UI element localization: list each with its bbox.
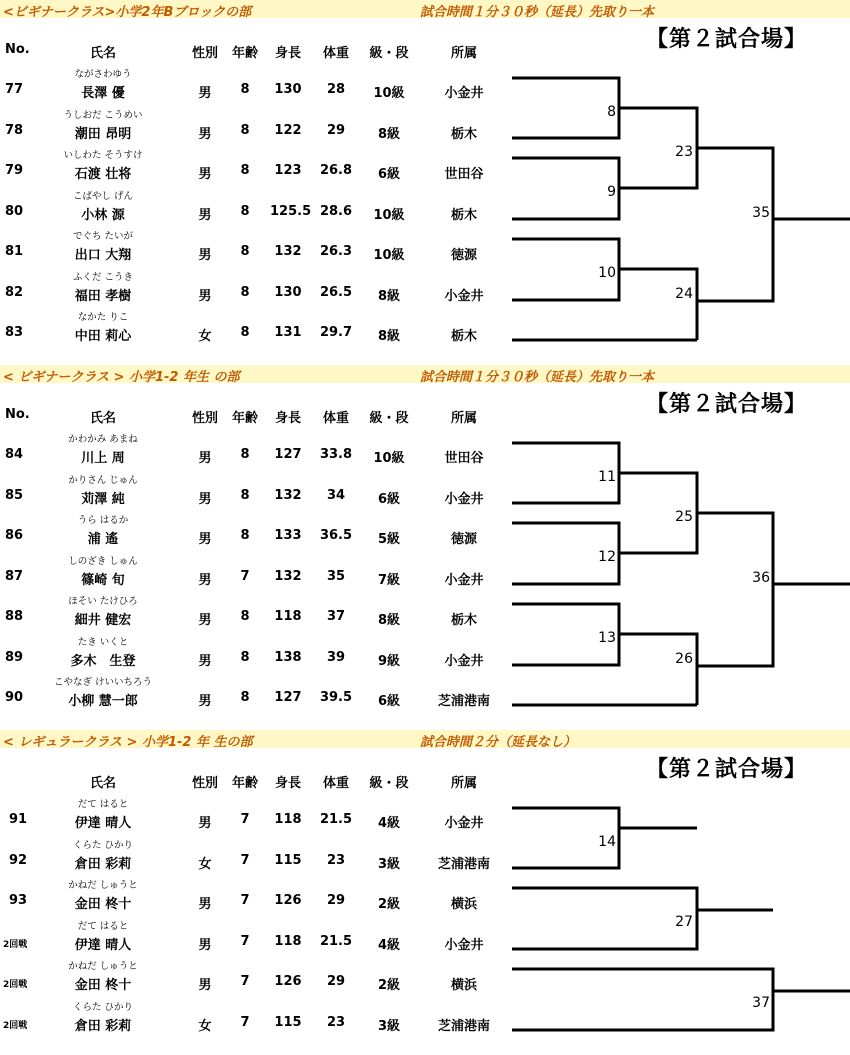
player-sex: 男 (198, 613, 212, 628)
player-weight: 39 (326, 650, 346, 665)
player-age: 8 (240, 447, 250, 462)
player-name: 長澤 優 (81, 86, 125, 101)
player-number: 84 (5, 447, 24, 462)
player-weight: 34 (326, 488, 346, 503)
player-weight: 26.3 (319, 244, 353, 259)
player-rank: 10級 (373, 451, 405, 466)
player-rank: 8級 (377, 613, 401, 628)
player-number: 2回戦 (3, 980, 28, 990)
player-name: 潮田 昂明 (74, 127, 132, 142)
player-height: 118 (274, 934, 302, 949)
player-age: 8 (240, 285, 250, 300)
player-height: 126 (274, 974, 302, 989)
bracket-section-3 (0, 730, 850, 1034)
player-sex: 男 (198, 978, 212, 993)
player-height: 115 (274, 1015, 302, 1030)
player-rank: 2級 (377, 978, 401, 993)
player-rank: 6級 (377, 492, 401, 507)
player-height: 118 (274, 812, 302, 827)
player-number: 92 (9, 853, 28, 868)
player-height: 127 (274, 447, 302, 462)
bracket-section-2 (0, 365, 850, 730)
player-club: 徳源 (450, 248, 477, 263)
player-number: 93 (9, 893, 28, 908)
player-sex: 男 (198, 86, 212, 101)
player-number: 81 (5, 244, 24, 259)
player-club: 横浜 (450, 978, 477, 993)
player-name: 篠崎 旬 (81, 573, 125, 588)
player-rank: 5級 (377, 532, 401, 547)
player-age: 7 (240, 934, 250, 949)
match-number: 23 (675, 144, 693, 160)
player-name: 福田 孝樹 (74, 289, 132, 304)
player-name: 小林 源 (81, 208, 125, 223)
match-number: 27 (675, 914, 693, 930)
player-sex: 男 (198, 694, 212, 709)
player-sex: 女 (198, 1019, 212, 1034)
match-number: 35 (752, 205, 770, 221)
player-weight: 37 (326, 609, 346, 624)
player-height: 130 (274, 285, 302, 300)
player-weight: 33.8 (319, 447, 353, 462)
player-club: 横浜 (450, 897, 477, 912)
player-furigana: かねだ しゅうと (68, 961, 138, 972)
player-sex: 男 (198, 938, 212, 953)
player-weight: 29.7 (319, 325, 353, 340)
match-time-rule: 試合時間１分３０秒（延長）先取り一本 (420, 370, 655, 385)
header-no: No. (5, 42, 30, 57)
player-name: 倉田 彩莉 (74, 1019, 132, 1034)
player-rank: 7級 (377, 573, 401, 588)
player-sex: 男 (198, 248, 212, 263)
player-furigana: たき いくと (77, 637, 129, 648)
player-club: 栃木 (450, 208, 477, 223)
player-name: 金田 柊十 (74, 978, 132, 993)
header-age: 年齢 (231, 411, 258, 426)
player-weight: 29 (326, 123, 346, 138)
player-name: 苅澤 純 (81, 492, 125, 507)
player-height: 132 (274, 488, 302, 503)
header-no: No. (5, 407, 30, 422)
header-sex: 性別 (191, 411, 218, 426)
header-rank: 級・段 (369, 411, 409, 426)
header-name: 氏名 (89, 411, 116, 426)
player-furigana: くらた ひかり (72, 1002, 134, 1013)
player-sex: 男 (198, 127, 212, 142)
player-age: 7 (240, 569, 250, 584)
player-weight: 23 (326, 1015, 346, 1030)
player-name: 金田 柊十 (74, 897, 132, 912)
player-club: 小金井 (444, 573, 484, 588)
player-club: 小金井 (444, 654, 484, 669)
player-sex: 男 (198, 289, 212, 304)
player-furigana: なかた りこ (77, 312, 129, 323)
player-club: 世田谷 (444, 451, 484, 466)
player-number: 79 (5, 163, 24, 178)
header-age: 年齢 (231, 46, 258, 61)
player-number: 83 (5, 325, 24, 340)
player-rank: 10級 (373, 86, 405, 101)
player-sex: 女 (198, 329, 212, 344)
player-furigana: しのざき しゅん (68, 556, 138, 567)
bracket-section-1 (0, 0, 850, 360)
player-club: 芝浦港南 (437, 694, 490, 709)
player-furigana: ほそい たけひろ (68, 596, 138, 607)
player-weight: 26.5 (319, 285, 353, 300)
player-age: 7 (240, 812, 250, 827)
player-height: 132 (274, 244, 302, 259)
player-number: 91 (9, 812, 28, 827)
player-rank: 4級 (377, 938, 401, 953)
player-weight: 28.6 (319, 204, 353, 219)
match-number: 24 (675, 286, 693, 302)
player-name: 伊達 晴人 (74, 938, 132, 953)
player-furigana: かりさん じゅん (68, 475, 138, 486)
player-number: 80 (5, 204, 24, 219)
player-furigana: いしわた そうすけ (63, 150, 143, 161)
player-name: 中田 莉心 (74, 329, 132, 344)
player-number: 77 (5, 82, 24, 97)
player-furigana: でぐち たいが (72, 231, 134, 242)
match-number: 37 (752, 995, 770, 1011)
player-age: 7 (240, 1015, 250, 1030)
header-weight: 体重 (322, 411, 349, 426)
venue-label: 【第２試合場】 (646, 757, 808, 782)
player-age: 8 (240, 690, 250, 705)
header-club: 所属 (450, 776, 477, 791)
player-number: 78 (5, 123, 24, 138)
player-age: 7 (240, 853, 250, 868)
tournament-bracket (0, 365, 850, 730)
player-club: 小金井 (444, 289, 484, 304)
player-club: 栃木 (450, 329, 477, 344)
player-height: 133 (274, 528, 302, 543)
player-rank: 9級 (377, 654, 401, 669)
player-weight: 23 (326, 853, 346, 868)
player-rank: 8級 (377, 289, 401, 304)
player-height: 131 (274, 325, 302, 340)
player-age: 8 (240, 650, 250, 665)
player-age: 7 (240, 974, 250, 989)
player-weight: 28 (326, 82, 346, 97)
player-sex: 男 (198, 654, 212, 669)
player-weight: 36.5 (319, 528, 353, 543)
player-age: 8 (240, 82, 250, 97)
player-weight: 26.8 (319, 163, 353, 178)
player-number: 86 (5, 528, 24, 543)
player-furigana: こやなぎ けいいちろう (53, 677, 153, 688)
player-height: 115 (274, 853, 302, 868)
player-rank: 10級 (373, 208, 405, 223)
player-height: 132 (274, 569, 302, 584)
header-age: 年齢 (231, 776, 258, 791)
player-furigana: こばやし げん (72, 191, 134, 202)
header-sex: 性別 (191, 776, 218, 791)
player-sex: 男 (198, 492, 212, 507)
match-number: 26 (675, 651, 693, 667)
player-height: 118 (274, 609, 302, 624)
header-height: 身長 (274, 46, 301, 61)
player-age: 8 (240, 528, 250, 543)
player-name: 浦 遙 (87, 532, 119, 547)
header-height: 身長 (274, 411, 301, 426)
player-rank: 6級 (377, 167, 401, 182)
player-weight: 21.5 (319, 812, 353, 827)
player-number: 90 (5, 690, 24, 705)
player-club: 小金井 (444, 86, 484, 101)
player-age: 8 (240, 488, 250, 503)
player-club: 芝浦港南 (437, 1019, 490, 1034)
section-title: < レギュラークラス > 小学1-2 年 生の部 (3, 735, 253, 750)
player-age: 8 (240, 244, 250, 259)
player-height: 122 (274, 123, 302, 138)
header-weight: 体重 (322, 46, 349, 61)
player-name: 小柳 慧一郎 (68, 694, 138, 709)
header-club: 所属 (450, 411, 477, 426)
player-age: 8 (240, 123, 250, 138)
player-weight: 21.5 (319, 934, 353, 949)
section-title: < ビギナークラス > 小学1-2 年生 の部 (3, 370, 240, 385)
player-sex: 男 (198, 816, 212, 831)
player-rank: 3級 (377, 1019, 401, 1034)
player-club: 小金井 (444, 938, 484, 953)
player-sex: 男 (198, 573, 212, 588)
match-number: 8 (607, 104, 616, 120)
player-weight: 29 (326, 893, 346, 908)
player-rank: 3級 (377, 857, 401, 872)
player-name: 石渡 壮将 (74, 167, 132, 182)
player-sex: 男 (198, 532, 212, 547)
player-club: 小金井 (444, 492, 484, 507)
player-number: 2回戦 (3, 1021, 28, 1031)
match-number: 13 (598, 630, 616, 646)
player-name: 細井 健宏 (74, 613, 132, 628)
header-name: 氏名 (89, 776, 116, 791)
player-furigana: だて はると (77, 799, 129, 810)
header-club: 所属 (450, 46, 477, 61)
tournament-bracket (0, 730, 850, 1034)
player-name: 川上 周 (81, 451, 125, 466)
player-furigana: かわかみ あまね (68, 434, 138, 445)
player-height: 130 (274, 82, 302, 97)
header-height: 身長 (274, 776, 301, 791)
match-time-rule: 試合時間１分３０秒（延長）先取り一本 (420, 5, 655, 20)
player-furigana: くらた ひかり (72, 840, 134, 851)
player-age: 8 (240, 325, 250, 340)
player-age: 8 (240, 204, 250, 219)
match-number: 36 (752, 570, 770, 586)
player-name: 出口 大翔 (74, 248, 132, 263)
player-age: 8 (240, 609, 250, 624)
player-number: 2回戦 (3, 940, 28, 950)
header-sex: 性別 (191, 46, 218, 61)
player-rank: 6級 (377, 694, 401, 709)
player-club: 徳源 (450, 532, 477, 547)
player-height: 126 (274, 893, 302, 908)
header-weight: 体重 (322, 776, 349, 791)
match-number: 10 (598, 265, 616, 281)
venue-label: 【第２試合場】 (646, 27, 808, 52)
player-sex: 男 (198, 167, 212, 182)
match-number: 14 (598, 834, 616, 850)
section-title: <ビギナークラス>小学2年Bブロックの部 (3, 5, 252, 20)
player-rank: 2級 (377, 897, 401, 912)
player-rank: 8級 (377, 127, 401, 142)
player-number: 85 (5, 488, 24, 503)
player-club: 芝浦港南 (437, 857, 490, 872)
player-height: 125.5 (270, 204, 312, 219)
header-name: 氏名 (89, 46, 116, 61)
player-number: 82 (5, 285, 24, 300)
match-number: 25 (675, 509, 693, 525)
venue-label: 【第２試合場】 (646, 392, 808, 417)
player-height: 123 (274, 163, 302, 178)
player-club: 栃木 (450, 127, 477, 142)
player-club: 小金井 (444, 816, 484, 831)
player-club: 栃木 (450, 613, 477, 628)
player-age: 8 (240, 163, 250, 178)
tournament-bracket (0, 0, 850, 360)
player-number: 88 (5, 609, 24, 624)
player-weight: 39.5 (319, 690, 353, 705)
player-furigana: ながさわゆう (74, 69, 132, 80)
match-number: 11 (598, 469, 616, 485)
player-name: 伊達 晴人 (74, 816, 132, 831)
player-height: 127 (274, 690, 302, 705)
player-furigana: ふくだ こうき (72, 272, 134, 283)
player-rank: 8級 (377, 329, 401, 344)
player-height: 138 (274, 650, 302, 665)
player-number: 87 (5, 569, 24, 584)
header-rank: 級・段 (369, 46, 409, 61)
match-number: 12 (598, 549, 616, 565)
player-weight: 35 (326, 569, 346, 584)
player-sex: 男 (198, 208, 212, 223)
player-number: 89 (5, 650, 24, 665)
player-name: 多木 生登 (70, 654, 136, 669)
player-age: 7 (240, 893, 250, 908)
player-furigana: だて はると (77, 921, 129, 932)
player-club: 世田谷 (444, 167, 484, 182)
match-time-rule: 試合時間２分（延長なし） (420, 735, 577, 750)
header-rank: 級・段 (369, 776, 409, 791)
match-number: 9 (607, 184, 616, 200)
player-furigana: うら はるか (77, 515, 129, 526)
player-rank: 10級 (373, 248, 405, 263)
player-name: 倉田 彩莉 (74, 857, 132, 872)
player-sex: 男 (198, 897, 212, 912)
player-weight: 29 (326, 974, 346, 989)
player-sex: 男 (198, 451, 212, 466)
player-furigana: かねだ しゅうと (68, 880, 138, 891)
player-rank: 4級 (377, 816, 401, 831)
player-sex: 女 (198, 857, 212, 872)
player-furigana: うしおだ こうめい (63, 110, 143, 121)
